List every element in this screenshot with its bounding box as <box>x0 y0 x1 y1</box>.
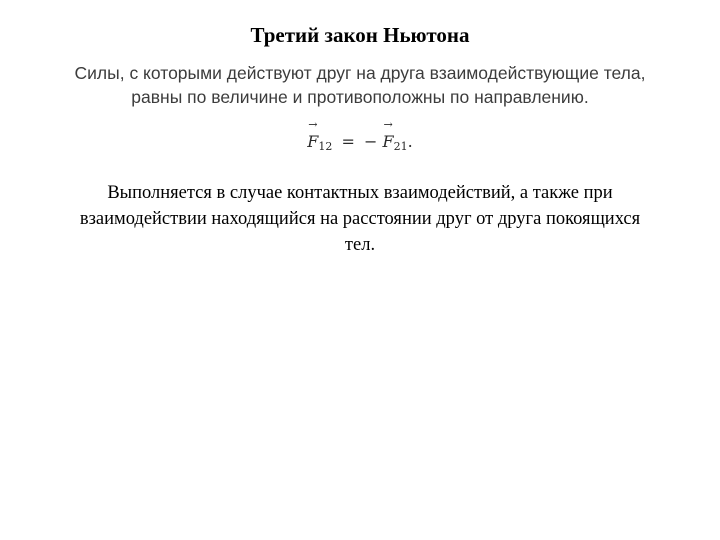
vector-subscript: 21 <box>393 140 408 153</box>
vector-symbol: F <box>382 132 394 151</box>
minus-sign: − <box>364 132 378 151</box>
slide-title: Третий закон Ньютона <box>250 23 470 47</box>
vector-arrow-icon: → <box>383 118 393 131</box>
vector-subscript: 12 <box>318 140 333 153</box>
law-statement-line: Силы, с которыми действуют друг на друга взаимодействующие тела, <box>74 63 646 83</box>
vector-arrow-icon: → <box>308 118 318 131</box>
formula <box>0 118 720 161</box>
formula-period: . <box>407 132 413 151</box>
vector-symbol: F <box>307 132 319 151</box>
body-text-line: тел. <box>344 235 376 255</box>
body-text-line: Выполняется в случае контактных взаимодействий, а также при <box>107 183 613 203</box>
law-statement <box>40 61 680 109</box>
body-text <box>30 180 690 258</box>
vector-f21 <box>382 118 408 161</box>
equals-sign: = <box>341 132 355 151</box>
vector-f12 <box>307 118 333 161</box>
body-text-line: взаимодействии находящийся на расстоянии друг от друга покоящихся <box>79 209 641 229</box>
law-statement-line: равны по величине и противоположны по направлению. <box>131 87 589 107</box>
